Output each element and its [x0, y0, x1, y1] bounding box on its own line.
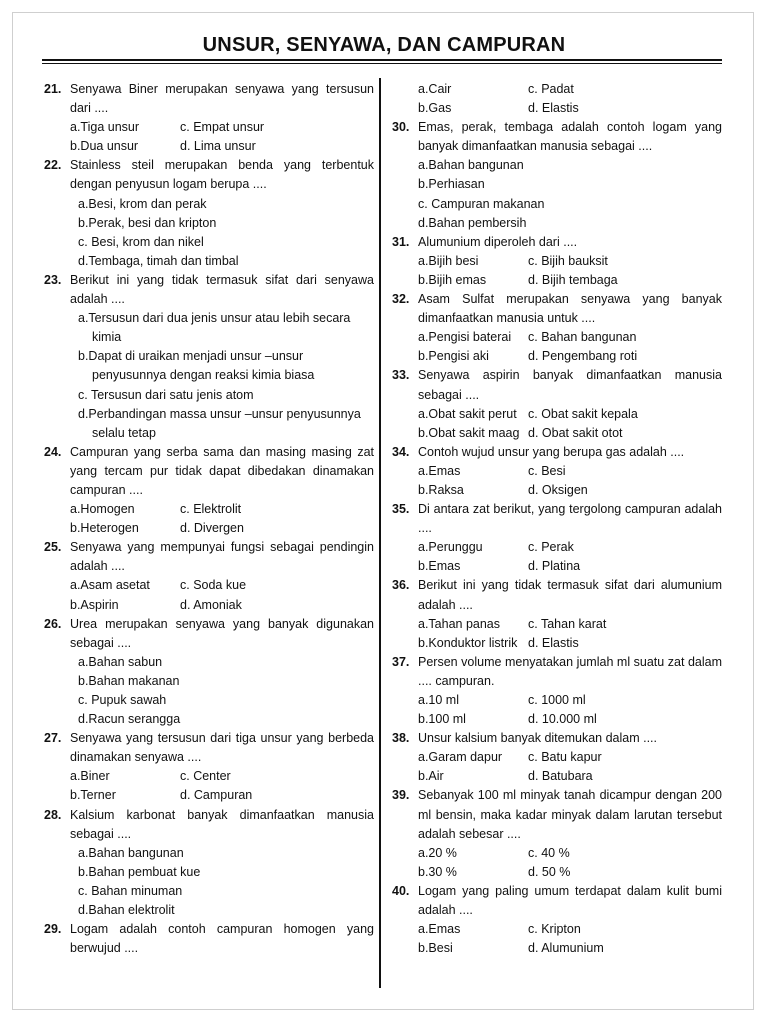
answer-option[interactable]: d.Tembaga, timah dan timbal	[78, 253, 239, 268]
question-number: 32.	[392, 292, 410, 307]
answer-options	[418, 462, 722, 500]
question-text: Urea merupakan senyawa yang banyak digunakan sebagai ....	[70, 616, 374, 650]
answer-option[interactable]: c. Elektrolit	[180, 502, 242, 517]
answer-option[interactable]: d. Obat sakit otot	[528, 425, 623, 440]
answer-option[interactable]: d. Platina	[528, 559, 581, 574]
answer-options	[70, 767, 374, 805]
question-text: Di antara zat berikut, yang tergolong campuran adalah ....	[418, 502, 722, 536]
question-text: Persen volume menyatakan jumlah ml suatu zat dalam .... campuran.	[418, 654, 722, 688]
answer-option[interactable]: c. Pupuk sawah	[78, 693, 167, 707]
question-text: Unsur kalsium banyak ditemukan dalam ....	[418, 731, 657, 746]
question-text: Logam adalah contoh campuran homogen yang berwujud ....	[70, 922, 374, 956]
answer-option[interactable]: a.20 %	[418, 845, 457, 860]
question	[392, 80, 722, 118]
answer-option[interactable]: d.Bahan elektrolit	[78, 903, 175, 918]
answer-option[interactable]: c. Tahan karat	[528, 616, 607, 631]
answer-option[interactable]: c. 1000 ml	[528, 693, 586, 707]
question-number: 22.	[44, 158, 62, 173]
answer-option[interactable]: c. Perak	[528, 540, 574, 555]
answer-option[interactable]: c. Tersusun dari satu jenis atom	[78, 387, 254, 402]
answer-option[interactable]: c. Besi, krom dan nikel	[78, 234, 204, 249]
question	[392, 729, 722, 786]
question-text: Emas, perak, tembaga adalah contoh logam yang banyak dimanfaatkan manusia sebagai ....	[418, 120, 722, 154]
answer-option[interactable]: a.Garam dapur	[418, 750, 503, 765]
answer-option[interactable]: c. Campuran makanan	[418, 196, 545, 211]
answer-option[interactable]: a.Asam asetat	[70, 578, 150, 593]
answer-option[interactable]: b.Besi	[418, 941, 453, 956]
answer-options	[418, 844, 722, 882]
answer-option[interactable]: c. Bahan minuman	[78, 883, 183, 898]
page-title: UNSUR, SENYAWA, DAN CAMPURAN	[202, 34, 566, 56]
answer-option[interactable]: a.Tiga unsur	[70, 120, 140, 135]
answer-option[interactable]: a.Bijih besi	[418, 253, 479, 268]
question-text: Stainless steil merupakan benda yang terbentuk dengan penyusun logam berupa ....	[70, 158, 374, 192]
answer-options	[70, 844, 374, 920]
answer-options	[418, 538, 722, 576]
answer-option[interactable]: d. Lima unsur	[180, 139, 256, 154]
answer-options	[418, 615, 722, 653]
question	[44, 615, 374, 730]
answer-option[interactable]: a.Tahan panas	[418, 616, 501, 631]
title-rule-thin	[42, 63, 722, 64]
answer-option[interactable]: b.Gas	[418, 101, 452, 116]
answer-option[interactable]: a.Pengisi baterai	[418, 330, 512, 345]
question-text: Kalsium karbonat banyak dimanfaatkan manusia sebagai ....	[70, 807, 374, 841]
answer-option[interactable]: c. 40 %	[528, 845, 570, 860]
answer-options	[70, 118, 374, 156]
answer-options	[418, 80, 722, 118]
answer-option[interactable]: b.Pengisi aki	[418, 349, 489, 364]
answer-option[interactable]: b.Heterogen	[70, 521, 139, 536]
answer-option[interactable]: c. Center	[180, 769, 231, 784]
question	[392, 882, 722, 958]
question-number: 39.	[392, 788, 410, 803]
question-number: 30.	[392, 120, 410, 135]
question-number: 34.	[392, 444, 410, 459]
question	[44, 443, 374, 538]
question	[44, 538, 374, 614]
question-text: Berikut ini yang tidak termasuk sifat dari alumunium adalah ....	[418, 578, 722, 612]
question	[392, 443, 722, 500]
answer-option[interactable]: d. Elastis	[528, 101, 579, 116]
answer-option[interactable]: c. Padat	[528, 82, 574, 96]
answer-option[interactable]: b.Bahan pembuat kue	[78, 864, 201, 879]
question-number: 26.	[44, 616, 62, 631]
question-number: 28.	[44, 807, 62, 822]
question	[392, 118, 722, 233]
left-column	[44, 80, 374, 958]
question	[44, 271, 374, 443]
answer-option[interactable]: a.Bahan bangunan	[78, 845, 184, 860]
answer-option[interactable]: d. Bijih tembaga	[528, 272, 618, 287]
answer-options	[418, 691, 722, 729]
answer-option[interactable]: a.Bahan sabun	[78, 654, 163, 669]
answer-option[interactable]: c. Obat sakit kepala	[528, 406, 638, 421]
question-number: 37.	[392, 654, 410, 669]
question-number: 31.	[392, 234, 410, 249]
answer-option[interactable]: b.Obat sakit maag	[418, 425, 520, 440]
right-column	[392, 80, 722, 958]
answer-option[interactable]: d. Oksigen	[528, 482, 588, 497]
answer-option[interactable]: b.Bijih emas	[418, 272, 487, 287]
answer-option[interactable]: a.Bahan bangunan	[418, 158, 524, 173]
answer-options	[70, 309, 374, 443]
answer-option[interactable]: b.Terner	[70, 788, 116, 803]
title-rule-thick	[42, 59, 722, 61]
answer-option[interactable]: c. Empat unsur	[180, 120, 265, 135]
answer-option[interactable]: b.100 ml	[418, 712, 466, 727]
answer-option[interactable]: a.Homogen	[70, 502, 135, 517]
question-text: Senyawa yang tersusun dari tiga unsur yang berbeda dinamakan senyawa ....	[70, 731, 374, 765]
answer-options	[418, 252, 722, 290]
question	[44, 80, 374, 156]
answer-option[interactable]: a.Cair	[418, 82, 452, 96]
answer-options	[70, 576, 374, 614]
answer-option[interactable]: c. Bahan bangunan	[528, 330, 637, 345]
answer-option[interactable]: a.Tersusun dari dua jenis unsur atau lebih secara kimia	[78, 311, 351, 345]
question-text: Senyawa aspirin banyak dimanfaatkan manusia sebagai ....	[418, 368, 722, 402]
answer-option[interactable]: a.10 ml	[418, 693, 459, 707]
answer-option[interactable]: a.Emas	[418, 922, 461, 937]
question-text: Sebanyak 100 ml minyak tanah dicampur dengan 200 ml bensin, maka kadar minyak dalam larutan tersebut adalah sebesar ....	[418, 788, 722, 841]
answer-option[interactable]: c. Soda kue	[180, 578, 247, 593]
answer-option[interactable]: c. Bijih bauksit	[528, 253, 608, 268]
answer-option[interactable]: c. Batu kapur	[528, 750, 602, 765]
question	[392, 366, 722, 442]
question-number: 40.	[392, 883, 410, 898]
answer-option[interactable]: d. Campuran	[180, 788, 253, 803]
answer-option[interactable]: a.Perunggu	[418, 540, 483, 555]
question-number: 24.	[44, 444, 62, 459]
answer-option[interactable]: d.Bahan pembersih	[418, 215, 527, 230]
answer-option[interactable]: a.Biner	[70, 769, 110, 784]
question-number: 21.	[44, 82, 62, 96]
question-text: Asam Sulfat merupakan senyawa yang banyak dimanfaatkan manusia untuk ....	[418, 292, 722, 326]
answer-option[interactable]: d. 10.000 ml	[528, 712, 597, 727]
answer-option[interactable]: d. Alumunium	[528, 941, 604, 956]
answer-option[interactable]: b.Dua unsur	[70, 139, 139, 154]
answer-option[interactable]: b.Raksa	[418, 482, 464, 497]
answer-options	[70, 195, 374, 271]
question-number: 35.	[392, 502, 410, 517]
question-text: Senyawa yang mempunyai fungsi sebagai pendingin adalah ....	[70, 540, 374, 574]
answer-option[interactable]: a.Obat sakit perut	[418, 406, 517, 421]
question	[44, 920, 374, 958]
answer-option[interactable]: b.Perhiasan	[418, 177, 485, 192]
question	[392, 576, 722, 652]
answer-option[interactable]: b.Konduktor listrik	[418, 635, 518, 650]
answer-options	[418, 328, 722, 366]
answer-option[interactable]: b.30 %	[418, 864, 457, 879]
question-number: 38.	[392, 731, 410, 746]
answer-option[interactable]: d. Elastis	[528, 635, 579, 650]
question-text: Alumunium diperoleh dari ....	[418, 234, 578, 249]
answer-option[interactable]: b.Air	[418, 769, 444, 784]
answer-option[interactable]: d. Divergen	[180, 521, 244, 536]
question	[392, 653, 722, 729]
answer-options	[70, 500, 374, 538]
question	[392, 786, 722, 881]
answer-option[interactable]: a.Besi, krom dan perak	[78, 196, 207, 211]
answer-option[interactable]: b.Bahan makanan	[78, 673, 180, 688]
question	[392, 500, 722, 576]
answer-option[interactable]: d. Batubara	[528, 769, 593, 784]
question-number: 33.	[392, 368, 410, 383]
answer-options	[418, 920, 722, 958]
answer-option[interactable]: d. 50 %	[528, 864, 571, 879]
question	[392, 233, 722, 290]
question-text: Contoh wujud unsur yang berupa gas adalah ....	[418, 444, 685, 459]
answer-option[interactable]: b.Emas	[418, 559, 461, 574]
answer-option[interactable]: d.Racun serangga	[78, 712, 181, 727]
answer-option[interactable]: b.Perak, besi dan kripton	[78, 215, 217, 230]
answer-options	[418, 405, 722, 443]
question-text: Logam yang paling umum terdapat dalam kulit bumi adalah ....	[418, 883, 722, 918]
answer-option[interactable]: c. Kripton	[528, 922, 581, 937]
answer-option[interactable]: c. Besi	[528, 463, 566, 478]
question-text: Berikut ini yang tidak termasuk sifat dari senyawa adalah ....	[70, 272, 374, 307]
answer-options	[70, 653, 374, 729]
answer-option[interactable]: b.Dapat di uraikan menjadi unsur –unsur penyusunnya dengan reaksi kimia biasa	[78, 349, 315, 383]
question-text: Senyawa Biner merupakan senyawa yang tersusun dari ....	[70, 82, 374, 116]
question-text: Campuran yang serba sama dan masing masing zat yang tercam pur tidak dapat dibedakan dinamakan campuran ....	[70, 444, 374, 497]
question-number: 29.	[44, 922, 62, 937]
answer-option[interactable]: d.Perbandingan massa unsur –unsur penyusunnya selalu tetap	[78, 406, 361, 440]
question-number: 25.	[44, 540, 62, 555]
question-number: 36.	[392, 578, 410, 593]
question-number: 27.	[44, 731, 62, 746]
answer-option[interactable]: d. Pengembang roti	[528, 349, 638, 364]
answer-options	[418, 748, 722, 786]
answer-option[interactable]: a.Emas	[418, 463, 461, 478]
question	[44, 806, 374, 921]
question	[44, 156, 374, 271]
question-number: 23.	[44, 272, 62, 287]
answer-options	[418, 156, 722, 232]
answer-option[interactable]: d. Amoniak	[180, 597, 242, 612]
question	[392, 290, 722, 366]
answer-option[interactable]: b.Aspirin	[70, 597, 119, 612]
column-divider	[379, 78, 381, 988]
question	[44, 729, 374, 805]
